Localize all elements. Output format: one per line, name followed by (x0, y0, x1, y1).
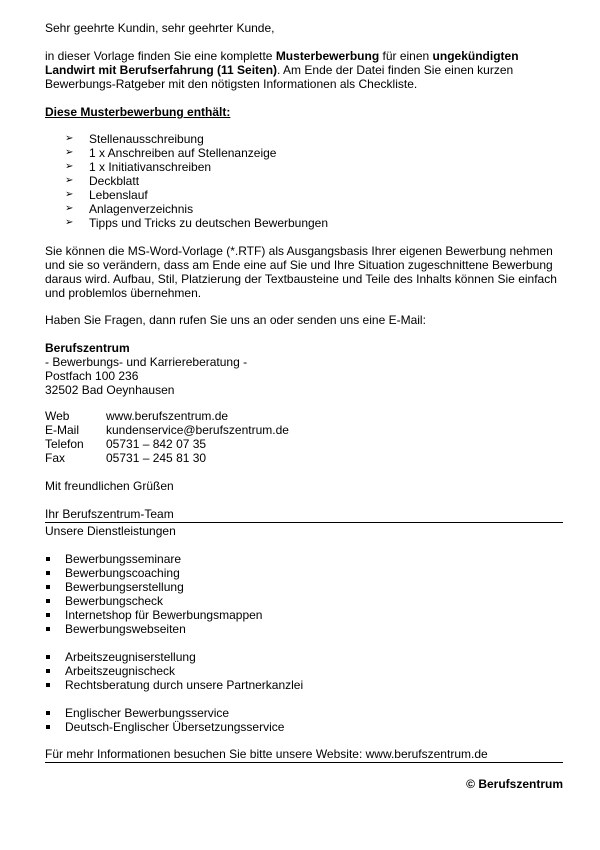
signature: Ihr Berufszentrum-Team (45, 507, 174, 521)
square-bullet-icon (46, 711, 50, 715)
arrow-bullet-icon: ➢ (65, 175, 74, 186)
square-bullet-icon (46, 557, 50, 561)
services-list-3 (45, 706, 563, 734)
arrow-bullet-icon: ➢ (65, 147, 74, 158)
contact-table (45, 409, 289, 465)
address-block (45, 341, 563, 397)
square-bullet-icon (46, 655, 50, 659)
company-name: Berufszentrum (45, 341, 130, 355)
document-page (45, 21, 563, 791)
email-link[interactable]: kundenservice@berufszentrum.de (106, 423, 289, 437)
list-item: Englischer Bewerbungsservice (45, 706, 563, 720)
services-list-1 (45, 552, 563, 636)
list-item: Internetshop für Bewerbungsmappen (45, 608, 563, 622)
square-bullet-icon (46, 571, 50, 575)
arrow-bullet-icon: ➢ (65, 133, 74, 144)
intro-text-2: für einen (379, 49, 433, 63)
contact-label: E-Mail (45, 423, 80, 437)
intro-text-1: in dieser Vorlage finden Sie eine komplette (45, 49, 276, 63)
contact-label: Telefon (45, 437, 84, 451)
table-row (45, 423, 289, 437)
square-bullet-icon (46, 627, 50, 631)
salutation: Sehr geehrte Kundin, sehr geehrter Kunde, (45, 21, 275, 35)
more-info: Für mehr Informationen besuchen Sie bitte unsere Website: www.berufszentrum.de (45, 747, 488, 761)
table-row (45, 409, 289, 423)
intro-bold-landwirt: ungekündigten Landwirt mit Berufserfahrung (11 Seiten) (45, 49, 519, 77)
square-bullet-icon (46, 669, 50, 673)
list-item: Bewerbungscoaching (45, 566, 563, 580)
list-item: ➢ Lebenslauf (65, 188, 148, 202)
fax-value: 05731 – 245 81 30 (106, 451, 207, 465)
company-subtitle: - Bewerbungs- und Karriereberatung - (45, 355, 248, 369)
table-row (45, 451, 289, 465)
city: 32502 Bad Oeynhausen (45, 383, 175, 397)
services-list-2 (45, 650, 563, 692)
list-item: ➢ Stellenausschreibung (65, 132, 204, 146)
usage-paragraph: Sie können die MS-Word-Vorlage (*.RTF) als Ausgangsbasis Ihrer eigenen Bewerbung nehmen und sie so verändern, dass am Ende eine auf Sie und Ihre Situation zugeschnittene Bewerbung daraus wird. Aufbau, Stil, Platzierung der Textbausteine und Teile des Inhalts können Sie einfach und problemlos übernehmen. (45, 244, 557, 300)
square-bullet-icon (46, 599, 50, 603)
postbox: Postfach 100 236 (45, 369, 139, 383)
contents-list (45, 132, 563, 230)
list-item: Bewerbungswebseiten (45, 622, 563, 636)
divider (45, 762, 563, 763)
services-title: Unsere Dienstleistungen (45, 524, 176, 538)
list-item: ➢ 1 x Anschreiben auf Stellenanzeige (65, 146, 277, 160)
arrow-bullet-icon: ➢ (65, 189, 74, 200)
arrow-bullet-icon: ➢ (65, 161, 74, 172)
square-bullet-icon (46, 683, 50, 687)
copyright: © Berufszentrum (466, 777, 563, 791)
intro-text-3: . Am Ende der Datei finden Sie einen kurzen Bewerbungs-Ratgeber mit den nötigsten Informationen als Checkliste. (45, 63, 514, 91)
list-item: Bewerbungscheck (45, 594, 563, 608)
list-item: Bewerbungsseminare (45, 552, 563, 566)
arrow-bullet-icon: ➢ (65, 217, 74, 228)
divider (45, 522, 563, 523)
list-item: Deutsch-Englischer Übersetzungsservice (45, 720, 563, 734)
list-item: Rechtsberatung durch unsere Partnerkanzlei (45, 678, 563, 692)
square-bullet-icon (46, 613, 50, 617)
intro-bold-musterbewerbung: Musterbewerbung (275, 49, 380, 63)
square-bullet-icon (46, 725, 50, 729)
contents-heading: Diese Musterbewerbung enthält: (45, 105, 231, 119)
closing: Mit freundlichen Grüßen (45, 479, 174, 493)
intro-paragraph (45, 49, 563, 91)
table-row (45, 437, 289, 451)
phone-value: 05731 – 842 07 35 (106, 437, 207, 451)
list-item: ➢ Anlagenverzeichnis (65, 202, 194, 216)
web-link[interactable]: www.berufszentrum.de (106, 409, 229, 423)
contact-label: Fax (45, 451, 66, 465)
list-item: ➢ Deckblatt (65, 174, 140, 188)
list-item: Arbeitszeugnischeck (45, 664, 563, 678)
square-bullet-icon (46, 585, 50, 589)
list-item: ➢ 1 x Initiativanschreiben (65, 160, 212, 174)
contact-label: Web (45, 409, 70, 423)
list-item: ➢ Tipps und Tricks zu deutschen Bewerbungen (65, 216, 329, 230)
list-item: Bewerbungserstellung (45, 580, 563, 594)
questions-paragraph: Haben Sie Fragen, dann rufen Sie uns an oder senden uns eine E-Mail: (45, 313, 426, 327)
list-item: Arbeitszeugniserstellung (45, 650, 563, 664)
arrow-bullet-icon: ➢ (65, 203, 74, 214)
